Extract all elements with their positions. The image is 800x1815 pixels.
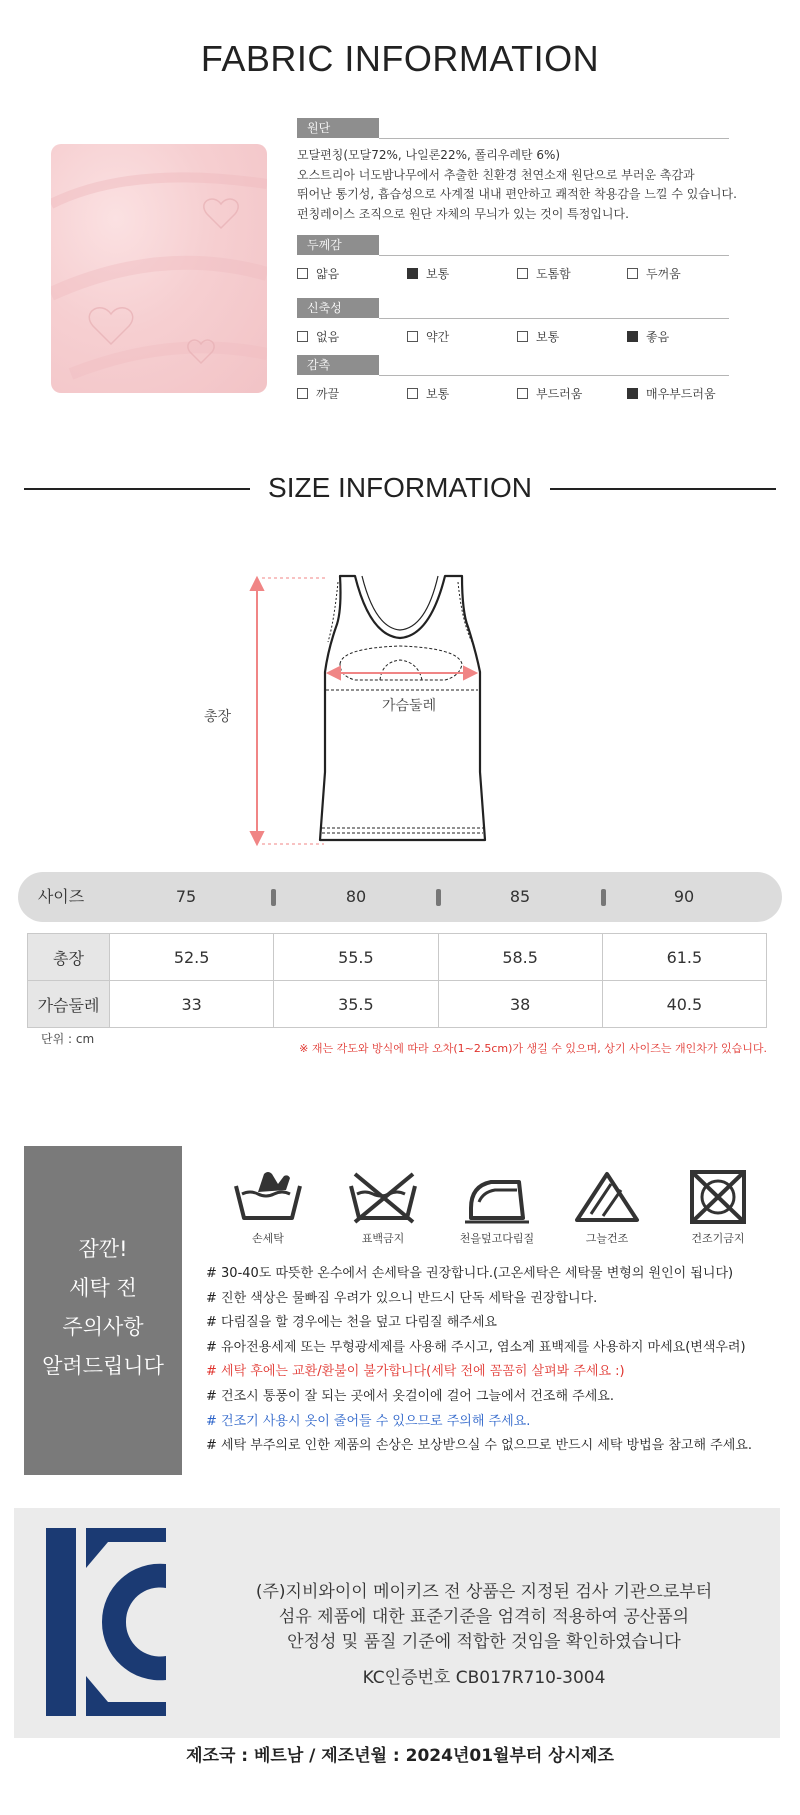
table-row: [28, 934, 767, 981]
kc-statement: [204, 1580, 764, 1655]
no-bleach-item: [333, 1168, 433, 1246]
wash-icon-label: 손세탁: [252, 1232, 284, 1245]
option-label: 약간: [426, 330, 450, 344]
wash-note: # 30-40도 따뜻한 온수에서 손세탁을 권장합니다.(고온세탁은 세탁물 변형의 원인이 됩니다): [206, 1266, 734, 1281]
size-bar-label: 사이즈: [37, 887, 85, 906]
fabric-swatch-image: [51, 144, 267, 393]
touch-option: [517, 385, 582, 402]
size-bar-value: 85: [509, 887, 531, 906]
stretch-option: [297, 328, 339, 345]
checkbox-icon: [627, 268, 638, 279]
wash-note-caution: # 건조기 사용시 옷이 줄어들 수 있으므로 주의해 주세요.: [206, 1413, 531, 1429]
checkbox-icon: [407, 331, 418, 342]
table-row: [28, 981, 767, 1028]
size-title-text: SIZE INFORMATION: [250, 472, 550, 503]
thickness-option: [297, 265, 339, 282]
wash-heading-line: 주의사항: [62, 1315, 144, 1339]
size-table: [27, 933, 767, 1028]
checkbox-icon: [297, 268, 308, 279]
size-title: [0, 472, 800, 504]
table-cell: 40.5: [602, 981, 766, 1028]
length-label: 총장: [204, 709, 232, 725]
chest-label: 가슴둘레: [382, 698, 437, 714]
fabric-description-line: 뛰어난 통기성, 흡습성으로 사계절 내내 편안하고 쾌적한 착용감을 느낄 수 있습니다.: [297, 187, 737, 201]
wash-icon-label: 천을덮고다림질: [459, 1232, 535, 1245]
option-label: 좋음: [646, 330, 670, 344]
fabric-description-line: 오스트리아 너도밤나무에서 추출한 친환경 천연소재 원단으로 부러운 촉감과: [297, 167, 695, 182]
no-bleach-icon: [343, 1168, 423, 1226]
kc-statement-line: (주)지비와이이 메이키즈 전 상품은 지정된 검사 기관으로부터: [255, 1582, 713, 1602]
row-header: 총장: [28, 934, 110, 981]
kc-statement-line: 안정성 및 품질 기준에 적합한 것임을 확인하였습니다: [287, 1632, 681, 1652]
divider: [379, 375, 729, 376]
size-bar-value: 75: [175, 887, 197, 906]
option-label: 보통: [426, 267, 450, 281]
size-bar-value: 90: [673, 887, 695, 906]
touch-option: [627, 385, 716, 402]
thickness-options: [297, 265, 737, 281]
stretch-option: [517, 328, 559, 345]
stretch-option: [407, 328, 449, 345]
shade-dry-icon: [567, 1168, 647, 1226]
option-label: 보통: [536, 330, 560, 344]
wash-note: # 세탁 부주의로 인한 제품의 손상은 보상받으실 수 없으므로 반드시 세탁 방법을 참고해 주세요.: [206, 1438, 752, 1454]
wash-heading-box: [24, 1146, 182, 1475]
option-label: 얇음: [316, 267, 340, 281]
no-tumble-dry-item: [668, 1168, 768, 1246]
wash-icon-label: 건조기금지: [691, 1232, 745, 1245]
checkbox-icon: [517, 331, 528, 342]
table-cell: 58.5: [438, 934, 602, 981]
table-cell: 33: [110, 981, 274, 1028]
hand-wash-item: [218, 1168, 318, 1246]
option-label: 까끌: [316, 387, 340, 401]
touch-category-label: 감촉: [297, 355, 379, 375]
option-label: 부드러움: [536, 387, 583, 401]
kc-certification-box: [14, 1508, 780, 1738]
option-label: 없음: [316, 330, 340, 344]
iron-item: [447, 1168, 547, 1246]
wash-icon-label: 표백금지: [361, 1232, 405, 1245]
fabric-description: [297, 146, 737, 224]
wash-note: # 건조시 통풍이 잘 되는 곳에서 옷걸이에 걸어 그늘에서 건조해 주세요.: [206, 1388, 614, 1404]
row-header: 가슴둘레: [28, 981, 110, 1028]
wash-heading-line: 잠깐!: [78, 1237, 128, 1261]
checked-box-icon: [407, 268, 418, 279]
wash-note: # 진한 색상은 물빠짐 우려가 있으니 반드시 단독 세탁을 권장합니다.: [206, 1290, 598, 1306]
stretch-options: [297, 328, 737, 344]
thickness-option: [517, 265, 571, 282]
divider: [379, 138, 729, 139]
wash-note-warning: # 세탁 후에는 교환/환불이 불가합니다(세탁 전에 꼼꼼히 살펴봐 주세요 :): [206, 1364, 625, 1380]
thickness-category-label: 두께감: [297, 235, 379, 255]
kc-cert-number: KC인증번호 CB017R710-3004: [362, 1668, 606, 1688]
table-cell: 35.5: [274, 981, 438, 1028]
option-label: 매우부드러움: [646, 387, 716, 401]
option-label: 도톰함: [536, 267, 571, 281]
wash-note: # 다림질을 할 경우에는 천을 덮고 다림질 해주세요: [206, 1315, 497, 1331]
kc-logo-icon: [46, 1528, 166, 1716]
size-header-bar: [18, 872, 782, 922]
divider: [379, 318, 729, 319]
checked-box-icon: [627, 388, 638, 399]
checkbox-icon: [297, 388, 308, 399]
table-cell: 38: [438, 981, 602, 1028]
unit-label: 단위 : cm: [41, 1032, 95, 1046]
checkbox-icon: [297, 331, 308, 342]
option-label: 보통: [426, 387, 450, 401]
thickness-option: [407, 265, 449, 282]
origin-info: 제조국 : 베트남 / 제조년월 : 2024년01월부터 상시제조: [186, 1746, 614, 1766]
iron-with-cloth-icon: [457, 1168, 537, 1226]
wash-notes: [206, 1262, 752, 1459]
option-label: 두꺼움: [646, 267, 681, 281]
fabric-title: FABRIC INFORMATION: [200, 38, 600, 79]
checkbox-icon: [517, 388, 528, 399]
thickness-option: [627, 265, 681, 282]
wash-heading-line: 알려드립니다: [42, 1354, 164, 1378]
checked-box-icon: [627, 331, 638, 342]
touch-option: [407, 385, 449, 402]
size-bar-value: 80: [345, 887, 367, 906]
divider: [379, 255, 729, 256]
measurement-note: ※ 재는 각도와 방식에 따라 오차(1~2.5cm)가 생길 수 있으며, 상기 사이즈는 개인차가 있습니다.: [299, 1042, 767, 1055]
fabric-description-line: 펀칭레이스 조직으로 원단 자체의 무늬가 있는 것이 특정입니다.: [297, 206, 629, 221]
table-cell: 55.5: [274, 934, 438, 981]
checkbox-icon: [407, 388, 418, 399]
stretch-category-label: 신축성: [297, 298, 379, 318]
shade-dry-item: [557, 1168, 657, 1246]
touch-option: [297, 385, 339, 402]
fabric-description-line: 모달편칭(모달72%, 나일론22%, 폴리우레탄 6%): [297, 148, 561, 162]
touch-options: [297, 385, 737, 401]
kc-statement-line: 섬유 제품에 대한 표준기준을 엄격히 적용하여 공산품의: [278, 1607, 690, 1627]
table-cell: 61.5: [602, 934, 766, 981]
fabric-category-label: 원단: [297, 118, 379, 138]
hand-wash-icon: [228, 1168, 308, 1226]
table-cell: 52.5: [110, 934, 274, 981]
no-tumble-dry-icon: [678, 1168, 758, 1226]
wash-icon-label: 그늘건조: [585, 1232, 629, 1245]
wash-heading-line: 세탁 전: [69, 1276, 137, 1300]
checkbox-icon: [517, 268, 528, 279]
stretch-option: [627, 328, 669, 345]
wash-note: # 유아전용세제 또는 무형광세제를 사용해 주시고, 염소계 표백제를 사용하지 마세요(변색우려): [206, 1339, 746, 1355]
